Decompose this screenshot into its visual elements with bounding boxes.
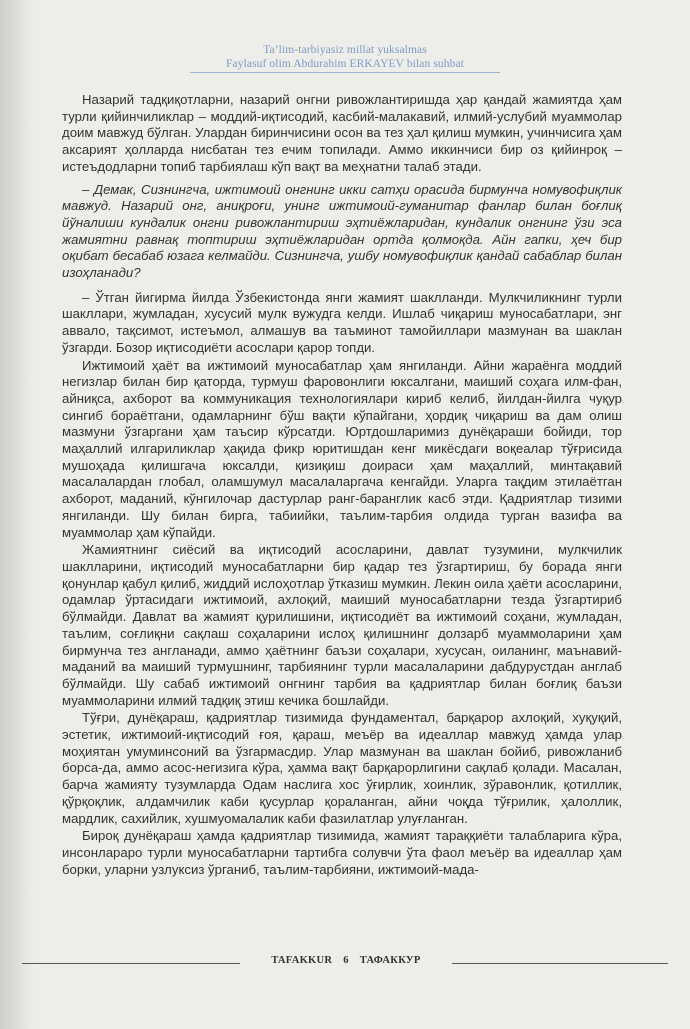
header-subtitle: Faylasuf olim Abdurahim ERKAYEV bilan suhbat xyxy=(226,58,464,70)
header-rule xyxy=(190,72,500,73)
interviewer-question: – Демак, Сизнингча, ижтимоий онгнинг икки сатҳи орасида бирмунча номувофиқлик мавжуд. Назарий онг, аниқроғи, унинг ижтимоий-гуманитар фанлар билан боғлиқ йўналиши кундалик онгни ривожлантириш эҳтиёжларидан, кундалик онгнинг ўзи эса жамиятни равнақ топтириш эҳтиёжларидан ортда қолмоқда. Айн гапки, ҳеч бир оқибат бесабаб юзага келмайди. Сизнингча, ушбу номувофиқлик қандай сабаблар билан изоҳланади? xyxy=(62,181,622,281)
paragraph-1: Назарий тадқиқотларни, назарий онгни ривожлантиришда ҳар қандай жамиятда ҳам турли қийинчиликлар – моддий-иқтисодий, касбий-малакавий, илмий-услубий муаммолар доим мавжуд бўлган. Улардан биринчисини осон ва тез ҳал қилиш мумкин, учинчисига ҳам аксарият ҳолларда нисбатан тез ечим топилади. Аммо иккинчиси бир оз қийинроқ – истеъдодларни топиб тарбиялаш кўп вақт ва меҳнатни талаб этади. xyxy=(62,92,623,174)
paragraph-7: Бироқ дунёқараш ҳамда қадриятлар тизимида, жамият тараққиёти талабларига кўра, инсонлараро турли муносабатларни тартибга солувчи ўта фаол меъёр ва идеаллар ҳам борки, уларни узлуксиз ўрганиб, таълим-тарбияни, ижтимоий-мада- xyxy=(62,828,622,877)
footer-magazine-latin: TAFAKKUR xyxy=(271,955,333,966)
footer-rule-left xyxy=(22,963,240,964)
page-number: 6 xyxy=(343,955,349,966)
paragraph-4: Ижтимоий ҳаёт ва ижтимоий муносабатлар ҳам янгиланди. Айни жараёнга моддий негизлар билан бир қаторда, турмуш фаровонлиги юксалгани, маиший соҳага илм-фан, айниқса, ахборот ва коммуникация технологиялари кириб келиб, йилдан-йилга чуқур сингиб бораётгани, одамларнинг бўш вақти кўпайгани, ҳордиқ чиқариш ва дам олиш мазмуни ўзгаргани ҳам таъсир кўрсатди. Юртдошларимиз дунёқараши бойиди, тор маҳаллий илгариликлар ҳақида фикр юритишдан кенг микёсдаги воқеалар тўғрисида мушоҳада қилишгача юксалди, қизиқиш доираси ҳам маҳаллий, минтақавий масалалардан глобал, оламшумул масалаларгача кенгайди. Уларга тақдим этилаётган ахборот, маданий, кўнгилочар дастурлар ранг-баранглик касб этди. Қадриятлар тизими янгиланди. Шу билан бирга, табиийки, таълим-тарбия олдида турган вазифа ва муаммолар ҳам кўпайди. xyxy=(62,357,622,540)
paragraph-3: – Ўтган йигирма йилда Ўзбекистонда янги жамият шаклланди. Мулкчиликнинг турли шакллари, жумладан, хусусий мулк вужудга келди. Ишлаб чиқариш муносабатлари, энг аввало, тақсимот, истеъмол, алмашув ва таъминот тамойиллари мазмунан ва шаклан ўзгарди. Бозор иқтисодиёти асослари қарор топди. xyxy=(62,289,622,355)
page-footer xyxy=(0,955,690,971)
footer-rule-right xyxy=(452,963,668,964)
article-body xyxy=(62,92,622,879)
footer-text xyxy=(240,955,452,966)
paragraph-5: Жамиятнинг сиёсий ва иқтисодий асосларини, давлат тузумини, мулкчилик шаклларини, иқтисодий муносабатларни бир қадар тез ўзгартириш, бу борада янги қонунлар қабул қилиб, жиддий ислоҳотлар ўтказиш мумкин. Лекин оила ҳаёти асосларини, одамлар ўртасидаги ижтимоий, ахлоқий, маиший муносабатларни тезда ўзгартириб бўлмайди. Давлат ва жамият қурилишини, иқтисодиёт ва ижтимоий соҳани, жумладан, таълим, соғлиқни сақлаш соҳаларини ислоҳ қилишнинг долзарб муаммоларини ҳам бирмунча тез англанади, аммо ҳаётнинг баъзи соҳалари, хусусан, оиланинг, маънавий-маданий ва маиший турмушнинг, тарбиянинг турли масалаларини дабдурустдан англаб бўлмайди. Шу сабаб ижтимоий онгнинг тарбия ва қадриятлар билан боғлиқ баъзи муаммоларини илмий тадқиқ этиш кечика бошлайди. xyxy=(62,542,622,708)
paragraph-6: Тўғри, дунёқараш, қадриятлар тизимида фундаментал, барқарор ахлоқий, хуқуқий, эстетик, ижтимоий-иқтисодий ғоя, қараш, меъёр ва идеаллар мавжуд ҳамда улар моҳиятан умуминсоний ва ўзгармасдир. Улар мазмунан ва шаклан бойиб, ривожланиб борса-да, аммо асос-негизига кўра, ҳамма вақт барқарорлигини сақлаб қолади. Масалан, барча жамияту тузумларда Одам наслига хос ўғирлик, хоинлик, зўравонлик, қотиллик, қўрқоқлик, алдамчилик каби қусурлар қораланган, айни чоқда тўғрилик, ҳалоллик, мардлик, сахийлик, хушмуомалалик каби фазилатлар улуғланган. xyxy=(62,710,622,826)
header-title: Ta’lim-tarbiyasiz millat yuksalmas xyxy=(263,44,427,56)
footer-magazine-cyrillic: ТАФАККУР xyxy=(359,955,421,966)
running-header xyxy=(0,43,690,71)
